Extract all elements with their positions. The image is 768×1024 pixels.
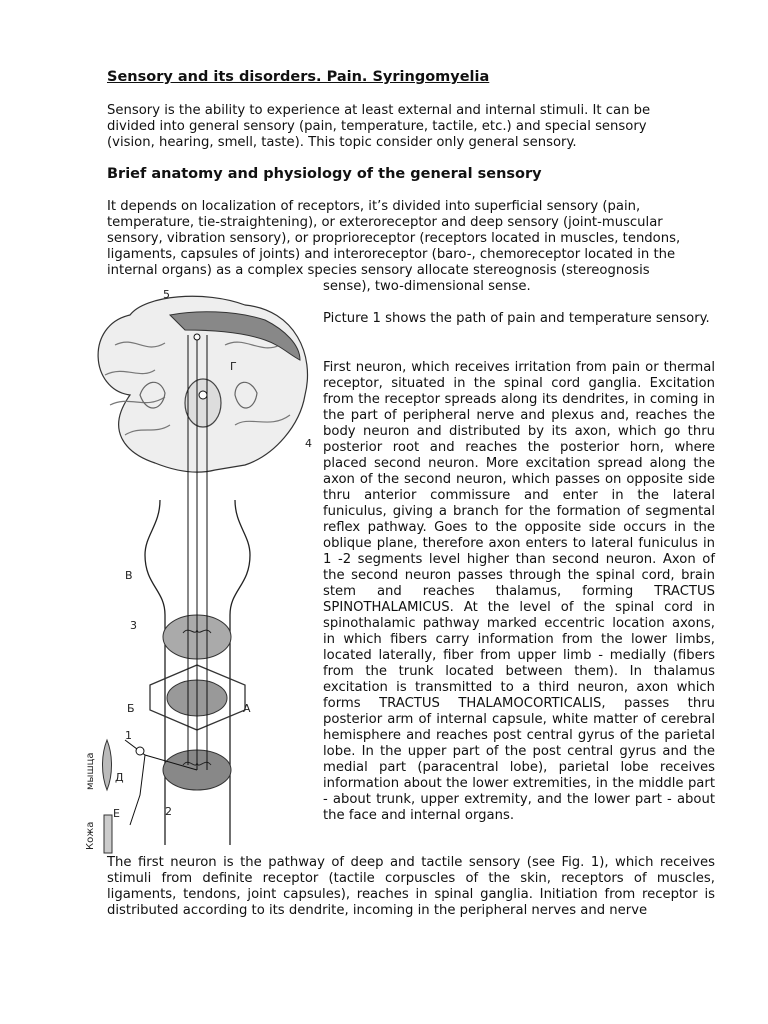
label-2: 2 <box>165 805 172 818</box>
deep-sensory-paragraph: The first neuron is the pathway of deep and tactile sensory (see Fig. 1), which receives stimuli from definite receptor (tactile corpuscles of the skin, receptors of muscles, ligaments, tendons, joint capsules), reaches in spinal ganglia. Initiation from receptor is distributed according to its dendrite, incoming in the peripheral nerves and nerve <box>107 855 715 918</box>
label-g: Г <box>230 360 237 373</box>
label-skin: Кожа <box>85 821 96 850</box>
label-5: 5 <box>163 288 170 301</box>
muscle-drawing <box>103 740 112 790</box>
document-title: Sensory and its disorders. Pain. Syringomyelia <box>107 69 490 85</box>
anatomy-paragraph: It depends on localization of receptors, it’s divided into superficial sensory (pain, temperature, tie-straightening), or exteroreceptor and deep sensory (joint-muscular sensory, vibration sensory), or proprioreceptor (receptors located in muscles, tendons, ligaments, capsules of joints) and interoreceptor (baro-, chemoreceptor located in the internal organs) as a complex species sensory allocate stereognosis (stereognosis <box>107 199 681 278</box>
intro-paragraph: Sensory is the ability to experience at least external and internal stimuli. It can be divided into general sensory (pain, temperature, tactile, etc.) and special sensory (vision, hearing, smell, taste). This topic consider only general sensory. <box>107 103 651 150</box>
label-1: 1 <box>125 729 132 742</box>
label-3: 3 <box>130 619 137 632</box>
spinal-ganglion <box>136 747 144 755</box>
label-a: А <box>243 702 251 715</box>
skin-strip <box>104 815 112 853</box>
label-muscle: мышца <box>85 752 96 790</box>
cortex-neuron <box>194 334 200 340</box>
pain-pathway-diagram <box>85 285 320 855</box>
anatomy-paragraph-end: sense), two-dimensional sense. <box>323 279 531 294</box>
label-4: 4 <box>305 437 312 450</box>
first-neuron-paragraph: First neuron, which receives irritation from pain or thermal receptor, situated in the spinal cord ganglia. Excitation from the receptor spreads along its dendrites, in coming in the part of peripheral nerve and plexus and, reaches the body neuron and distributed by its axon, which go thru posterior root and reaches the posterior horn, where placed second neuron. More excitation spread along the axon of the second neuron, which passes on opposite side thru anterior commissure and enter in the lateral funiculus, giving a branch for the formation of segmental reflex pathway. Goes to the opposite side occurs in the oblique plane, therefore axon enters to lateral funiculus in 1 -2 segments level higher than second neuron. Axon of the second neuron passes through the spinal cord, brain stem and reaches thalamus, forming TRACTUS SPINOTHALAMICUS. At the level of the spinal cord in spinothalamic pathway marked eccentric location axons, in which fibers carry information from the lower limbs, located laterally, fiber from upper limb - medially (fibers from the trunk located between them). In thalamus excitation is transmitted to a third neuron, axon which forms TRACTUS THALAMOCORTICALIS, passes thru posterior arm of internal capsule, white matter of cerebral hemisphere and reaches post central gyrus of the parietal lobe. In the upper part of the post central gyrus and the medial part (paracentral lobe), parietal lobe receives information about the lower extremities, in the middle part - about trunk, upper extremity, and the lower part - about the face and internal organs. <box>323 360 715 823</box>
thalamus-neuron <box>199 391 207 399</box>
picture-intro-paragraph: Picture 1 shows the path of pain and temperature sensory. <box>323 311 710 326</box>
pain-pathway-figure <box>85 285 320 855</box>
label-d: Д <box>115 771 124 784</box>
label-b: Б <box>127 702 135 715</box>
label-e: Е <box>113 807 120 820</box>
label-v: В <box>125 569 133 582</box>
section-heading: Brief anatomy and physiology of the general sensory <box>107 166 542 182</box>
